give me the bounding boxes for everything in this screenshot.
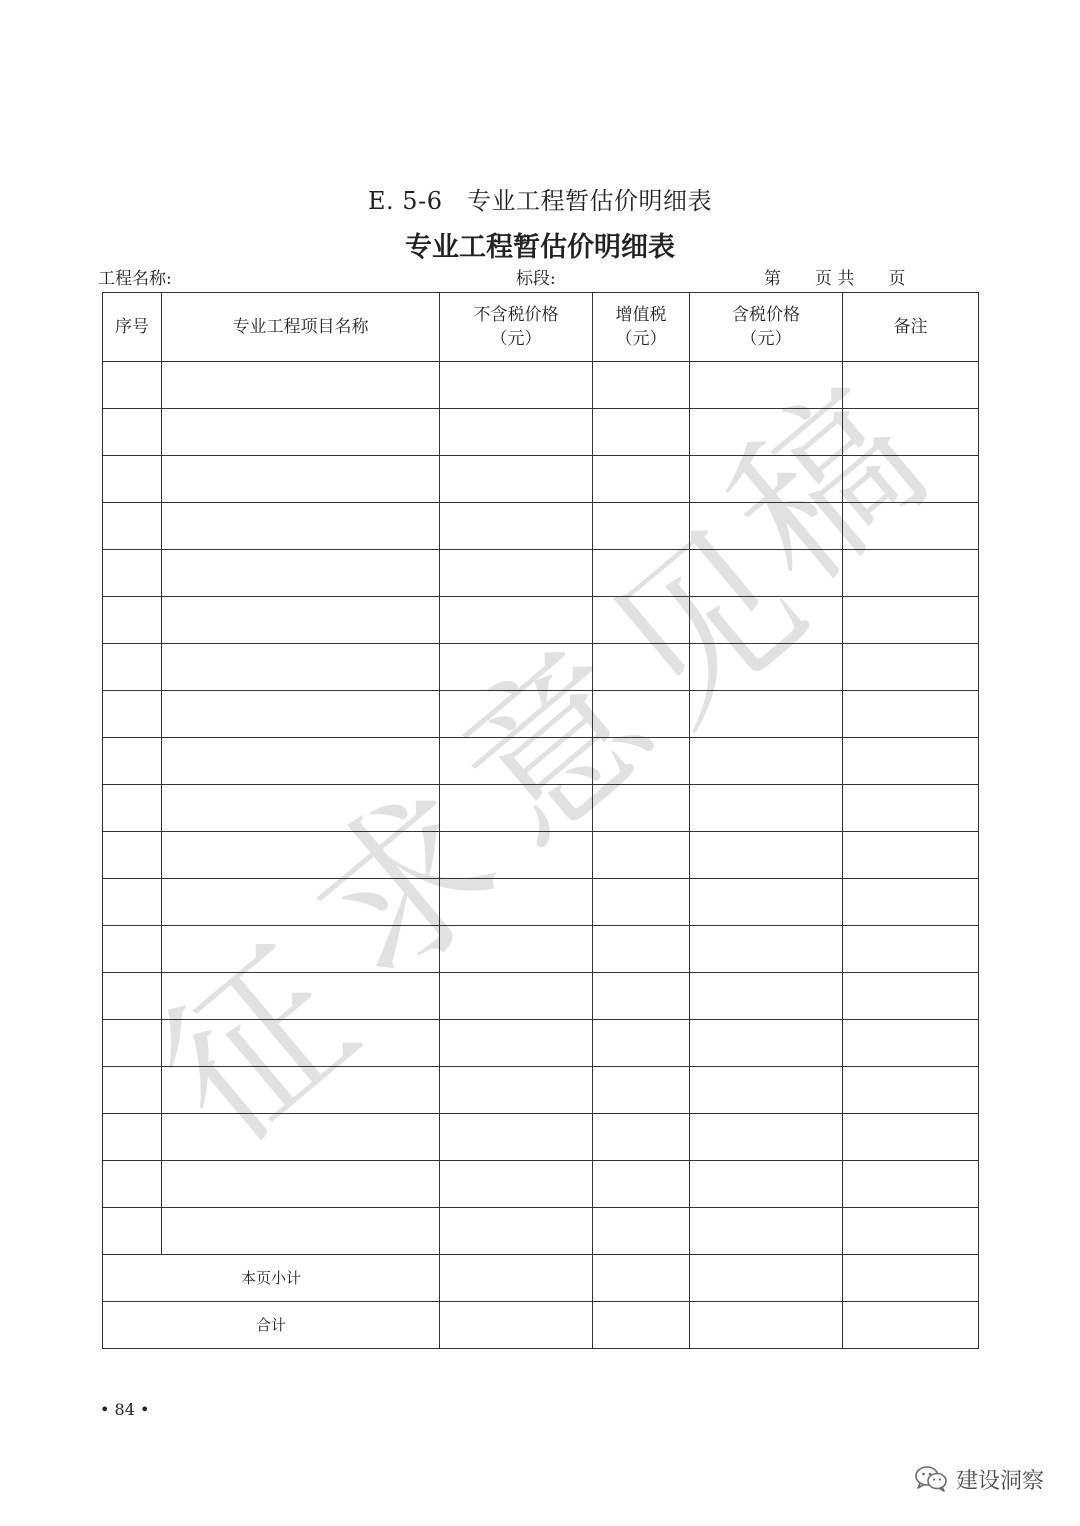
table-cell xyxy=(593,785,690,832)
table-cell xyxy=(593,691,690,738)
total-row xyxy=(103,1302,979,1349)
section-label: 标段: xyxy=(516,269,556,289)
table-cell xyxy=(103,973,162,1020)
total-cell xyxy=(690,1302,843,1349)
table-cell xyxy=(162,409,440,456)
table-cell xyxy=(440,503,593,550)
table-cell xyxy=(843,1208,979,1255)
header-vat xyxy=(593,293,690,362)
table-cell xyxy=(593,644,690,691)
brand-mark xyxy=(914,1462,1044,1496)
table-cell xyxy=(440,879,593,926)
table-cell xyxy=(162,973,440,1020)
subtotal-cell xyxy=(593,1255,690,1302)
table-cell xyxy=(162,1161,440,1208)
table-cell xyxy=(690,1161,843,1208)
total-cell xyxy=(843,1302,979,1349)
table-cell xyxy=(593,738,690,785)
table-row xyxy=(103,550,979,597)
table-cell xyxy=(103,597,162,644)
table-row xyxy=(103,973,979,1020)
table-cell xyxy=(690,597,843,644)
header-vat-label: 增值税 xyxy=(615,305,667,325)
table-row xyxy=(103,832,979,879)
table-cell xyxy=(440,409,593,456)
table-cell xyxy=(162,785,440,832)
table-row xyxy=(103,644,979,691)
subtotal-label: 本页小计 xyxy=(103,1255,440,1302)
table-cell xyxy=(103,644,162,691)
estimate-table xyxy=(102,292,979,1349)
table-cell xyxy=(690,409,843,456)
table-cell xyxy=(440,738,593,785)
table-cell xyxy=(162,597,440,644)
table-cell xyxy=(843,1114,979,1161)
table-cell xyxy=(103,738,162,785)
wechat-icon xyxy=(914,1465,948,1493)
table-row xyxy=(103,456,979,503)
table-cell xyxy=(162,1067,440,1114)
table-cell xyxy=(440,1067,593,1114)
section-title: E. 5-6 专业工程暂估价明细表 xyxy=(368,187,712,215)
table-cell xyxy=(162,644,440,691)
table-cell xyxy=(162,362,440,409)
header-vat-unit: （元） xyxy=(615,329,667,349)
table-cell xyxy=(843,456,979,503)
table-cell xyxy=(593,597,690,644)
table-cell xyxy=(103,503,162,550)
total-label: 合计 xyxy=(103,1302,440,1349)
table-cell xyxy=(440,1114,593,1161)
table-cell xyxy=(162,1020,440,1067)
total-cell xyxy=(440,1302,593,1349)
table-cell xyxy=(103,1208,162,1255)
table-cell xyxy=(690,738,843,785)
table-row xyxy=(103,879,979,926)
header-price-in-tax-label: 含税价格 xyxy=(732,305,800,325)
subtotal-cell xyxy=(690,1255,843,1302)
table-cell xyxy=(690,644,843,691)
table-cell xyxy=(440,1161,593,1208)
table-row xyxy=(103,1208,979,1255)
table-cell xyxy=(103,832,162,879)
table-cell xyxy=(593,503,690,550)
table-cell xyxy=(690,362,843,409)
table-cell xyxy=(593,362,690,409)
table-cell xyxy=(843,738,979,785)
table-cell xyxy=(690,926,843,973)
table-cell xyxy=(162,456,440,503)
header-seq: 序号 xyxy=(103,293,162,362)
table-cell xyxy=(843,550,979,597)
table-row xyxy=(103,1020,979,1067)
table-row xyxy=(103,597,979,644)
table-row xyxy=(103,691,979,738)
table-cell xyxy=(103,1020,162,1067)
table-cell xyxy=(440,832,593,879)
table-cell xyxy=(103,456,162,503)
table-cell xyxy=(103,1067,162,1114)
table-cell xyxy=(440,785,593,832)
table-cell xyxy=(440,926,593,973)
table-cell xyxy=(843,362,979,409)
table-cell xyxy=(103,409,162,456)
table-cell xyxy=(690,691,843,738)
table-cell xyxy=(690,1208,843,1255)
table-cell xyxy=(440,597,593,644)
table-cell xyxy=(843,879,979,926)
table-cell xyxy=(593,879,690,926)
page-title: 专业工程暂估价明细表 xyxy=(405,232,675,263)
watermark-char-4: 见 xyxy=(575,493,840,762)
table-cell xyxy=(593,832,690,879)
table-cell xyxy=(593,409,690,456)
table-header-row xyxy=(103,293,979,362)
table-cell xyxy=(593,456,690,503)
table-row xyxy=(103,785,979,832)
table-cell xyxy=(103,362,162,409)
table-cell xyxy=(593,1208,690,1255)
table-cell xyxy=(162,879,440,926)
table-cell xyxy=(162,926,440,973)
page-number: • 84 • xyxy=(100,1400,150,1419)
table-row xyxy=(103,503,979,550)
table-cell xyxy=(440,1208,593,1255)
table-cell xyxy=(103,550,162,597)
table-cell xyxy=(690,973,843,1020)
table-cell xyxy=(843,409,979,456)
table-cell xyxy=(103,691,162,738)
table-cell xyxy=(162,1114,440,1161)
table-cell xyxy=(843,644,979,691)
table-row xyxy=(103,738,979,785)
table-row xyxy=(103,362,979,409)
table-cell xyxy=(690,550,843,597)
table-cell xyxy=(843,503,979,550)
table-cell xyxy=(843,832,979,879)
header-price-in-tax xyxy=(690,293,843,362)
table-cell xyxy=(593,973,690,1020)
watermark-char-1: 征 xyxy=(125,913,390,1182)
table-cell xyxy=(690,785,843,832)
table-cell xyxy=(593,1114,690,1161)
table-cell xyxy=(690,456,843,503)
table-row xyxy=(103,1114,979,1161)
table-cell xyxy=(162,1208,440,1255)
watermark-char-2: 求 xyxy=(275,753,540,1022)
table-cell xyxy=(843,597,979,644)
table-cell xyxy=(690,832,843,879)
table-cell xyxy=(440,1020,593,1067)
table-cell xyxy=(690,1114,843,1161)
table-cell xyxy=(162,550,440,597)
subtotal-row xyxy=(103,1255,979,1302)
table-cell xyxy=(593,926,690,973)
table-row xyxy=(103,409,979,456)
table-cell xyxy=(440,973,593,1020)
table-cell xyxy=(162,503,440,550)
table-row xyxy=(103,1067,979,1114)
table-cell xyxy=(690,503,843,550)
table-cell xyxy=(440,456,593,503)
header-price-ex-tax-unit: （元） xyxy=(490,329,542,349)
table-row xyxy=(103,1161,979,1208)
table-cell xyxy=(690,879,843,926)
table-cell xyxy=(690,1067,843,1114)
table-cell xyxy=(162,832,440,879)
table-row xyxy=(103,926,979,973)
table-cell xyxy=(843,691,979,738)
table-cell xyxy=(103,1161,162,1208)
table-cell xyxy=(843,1161,979,1208)
table-cell xyxy=(440,644,593,691)
table-cell xyxy=(593,1020,690,1067)
watermark-char-3: 意 xyxy=(425,613,690,882)
table-cell xyxy=(162,738,440,785)
table-cell xyxy=(843,973,979,1020)
table-cell xyxy=(103,1114,162,1161)
table-body xyxy=(103,353,979,1255)
table-cell xyxy=(440,550,593,597)
watermark-char-5: 稿 xyxy=(695,353,960,622)
header-price-ex-tax-label: 不含税价格 xyxy=(473,305,559,325)
table-cell xyxy=(690,1020,843,1067)
table-cell xyxy=(593,550,690,597)
table-cell xyxy=(103,879,162,926)
table-cell xyxy=(593,1161,690,1208)
table-cell xyxy=(440,691,593,738)
table-cell xyxy=(843,926,979,973)
header-price-in-tax-unit: （元） xyxy=(740,329,792,349)
table-cell xyxy=(843,1067,979,1114)
header-price-ex-tax xyxy=(440,293,593,362)
project-name-label: 工程名称: xyxy=(98,269,172,289)
table-cell xyxy=(843,785,979,832)
header-project-name: 专业工程项目名称 xyxy=(162,293,440,362)
table-cell xyxy=(440,362,593,409)
table-cell xyxy=(843,1020,979,1067)
header-remark: 备注 xyxy=(843,293,979,362)
page-count-label: 第 页 共 页 xyxy=(764,269,906,289)
subtotal-cell xyxy=(843,1255,979,1302)
table-cell xyxy=(103,926,162,973)
total-cell xyxy=(593,1302,690,1349)
table-cell xyxy=(103,785,162,832)
subtotal-cell xyxy=(440,1255,593,1302)
brand-name: 建设洞察 xyxy=(955,1468,1044,1494)
table-cell xyxy=(162,691,440,738)
table-cell xyxy=(593,1067,690,1114)
